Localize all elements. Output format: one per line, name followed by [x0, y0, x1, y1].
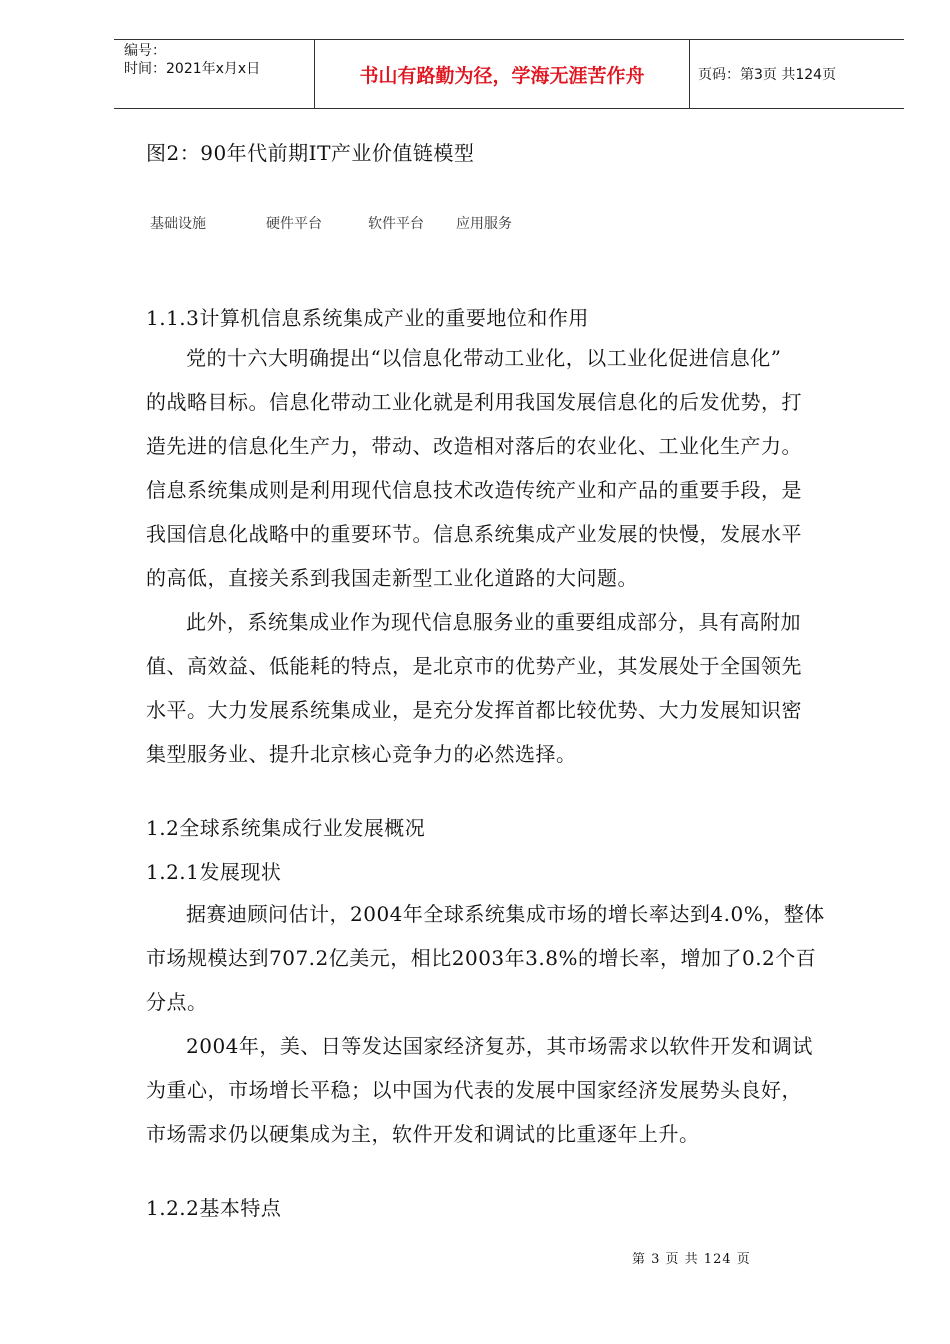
- label-application-services: 应用服务: [456, 216, 512, 232]
- paragraph-line: 市场规模达到707.2亿美元，相比2003年3.8%的增长率，增加了0.2个百: [146, 946, 817, 970]
- paragraph-line: 信息系统集成则是利用现代信息技术改造传统产业和产品的重要手段，是: [146, 478, 802, 502]
- paragraph-line: 2004年，美、日等发达国家经济复苏，其市场需求以软件开发和调试: [186, 1034, 813, 1058]
- section-heading-1-1-3: 1.1.3计算机信息系统集成产业的重要地位和作用: [146, 306, 589, 330]
- paragraph-line: 分点。: [146, 990, 208, 1014]
- page-header: [114, 39, 904, 109]
- paragraph-line: 的高低，直接关系到我国走新型工业化道路的大问题。: [146, 566, 638, 590]
- label-software-platform: 软件平台: [368, 216, 424, 232]
- label-hardware-platform: 硬件平台: [266, 216, 322, 232]
- header-page-info: 页码：第3页 共124页: [698, 67, 837, 83]
- paragraph-line: 此外，系统集成业作为现代信息服务业的重要组成部分，具有高附加: [186, 610, 801, 634]
- label-infrastructure: 基础设施: [150, 216, 206, 232]
- paragraph-line: 党的十六大明确提出“以信息化带动工业化，以工业化促进信息化”: [186, 346, 782, 370]
- document-time-label: 时间：2021年x月x日: [124, 61, 261, 77]
- paragraph-line: 造先进的信息化生产力，带动、改造相对落后的农业化、工业化生产力。: [146, 434, 802, 458]
- paragraph-line: 的战略目标。信息化带动工业化就是利用我国发展信息化的后发优势，打: [146, 390, 802, 414]
- paragraph-line: 值、高效益、低能耗的特点，是北京市的优势产业，其发展处于全国领先: [146, 654, 802, 678]
- section-heading-1-2-1: 1.2.1发展现状: [146, 860, 282, 884]
- paragraph-line: 集型服务业、提升北京核心竞争力的必然选择。: [146, 742, 577, 766]
- paragraph-line: 据赛迪顾问估计，2004年全球系统集成市场的增长率达到4.0%，整体: [186, 902, 825, 926]
- section-heading-1-2-2: 1.2.2基本特点: [146, 1196, 282, 1220]
- page-footer: 第 3 页 共 124 页: [632, 1252, 751, 1267]
- figure-caption: 图2：90年代前期IT产业价值链模型: [146, 141, 475, 165]
- paragraph-line: 我国信息化战略中的重要环节。信息系统集成产业发展的快慢，发展水平: [146, 522, 802, 546]
- paragraph-line: 为重心，市场增长平稳；以中国为代表的发展中国家经济发展势头良好，: [146, 1078, 802, 1102]
- paragraph-line: 水平。大力发展系统集成业，是充分发挥首都比较优势、大力发展知识密: [146, 698, 802, 722]
- document-number-label: 编号：: [124, 43, 166, 59]
- section-heading-1-2: 1.2全球系统集成行业发展概况: [146, 816, 426, 840]
- header-motto: 书山有路勤为径，学海无涯苦作舟: [314, 40, 690, 108]
- paragraph-line: 市场需求仍以硬集成为主，软件开发和调试的比重逐年上升。: [146, 1122, 700, 1146]
- header-meta: [114, 40, 314, 108]
